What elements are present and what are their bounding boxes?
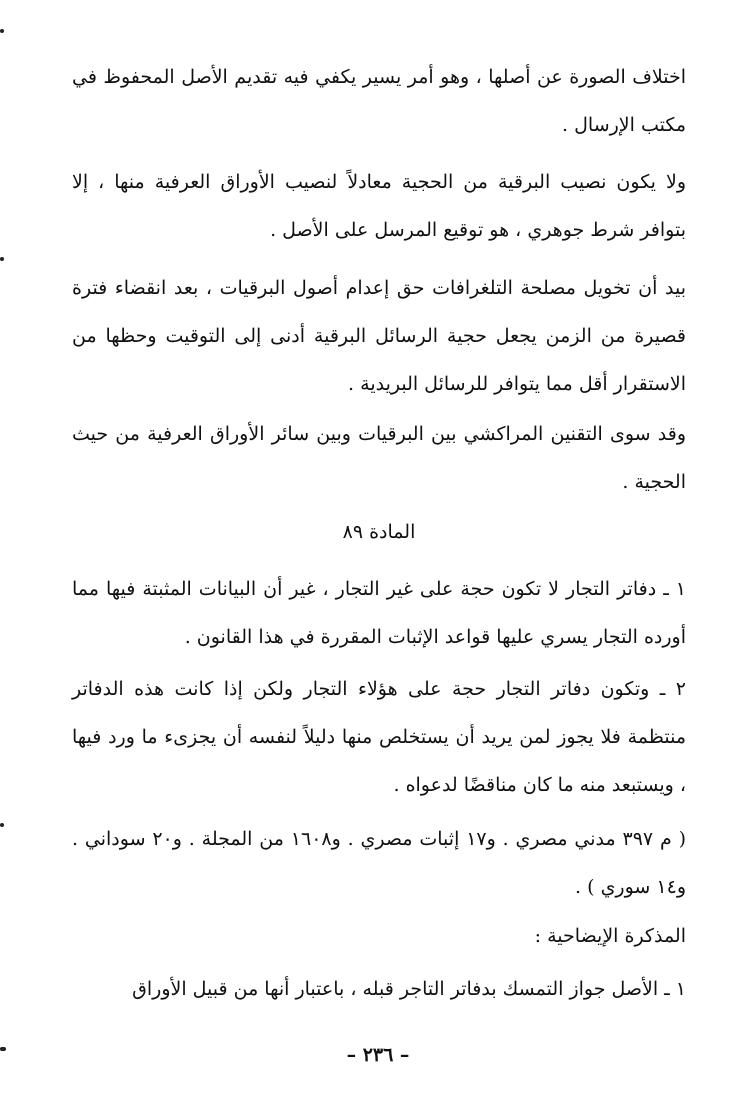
- paragraph-telegram-signature: ولا يكون نصيب البرقية من الحجية معادلاً لنصيب الأوراق العرفية منها ، إلا بتوافر شرط جوهري ، هو توقيع المرسل على الأصل .: [72, 171, 686, 241]
- article-clause-2: ٢ ـ وتكون دفاتر التجار حجة على هؤلاء التجار ولكن إذا كانت هذه الدفاتر منتظمة فلا يجوز لمن يريد أن يستخلص منها دليلاً لنفسه أن يجزىء ما ورد فيها ، ويستبعد منه ما كان مناقضًا لدعواه .: [72, 678, 686, 796]
- article-clause-1: ١ ـ دفاتر التجار لا تكون حجة على غير التجار ، غير أن البيانات المثبتة فيها مما أورده التجار يسري عليها قواعد الإثبات المقررة في هذا القانون .: [72, 578, 686, 648]
- paragraph-telegram-destruction: بيد أن تخويل مصلحة التلغرافات حق إعدام أصول البرقيات ، بعد انقضاء فترة قصيرة من الزمن يجعل حجية الرسائل البرقية أدنى إلى التوقيت وحظها من الاستقرار أقل مما يتوافر للرسائل البريدية .: [72, 277, 686, 395]
- margin-mark: [0, 823, 4, 827]
- explanatory-memo-clause-1: ١ ـ الأصل جواز التمسك بدفاتر التاجر قبله ، باعتبار أنها من قبيل الأوراق: [132, 978, 686, 1000]
- margin-mark: [0, 29, 4, 33]
- paragraph-moroccan-code: وقد سوى التقنين المراكشي بين البرقيات وبين سائر الأوراق العرفية من حيث الحجية .: [72, 423, 686, 493]
- article-references: ( م ٣٩٧ مدني مصري . و١٧ إثبات مصري . و١٦٠٨ من المجلة . و٢٠ سوداني . و١٤ سوري ) .: [72, 828, 686, 898]
- explanatory-memo-heading: المذكرة الإيضاحية :: [534, 925, 686, 947]
- paragraph-continuation: اختلاف الصورة عن أصلها ، وهو أمر يسير يكفي فيه تقديم الأصل المحفوظ في مكتب الإرسال .: [72, 66, 686, 136]
- article-heading: المادة ٨٩: [342, 521, 416, 543]
- page-number: – ٢٣٦ –: [346, 1044, 410, 1066]
- margin-mark: [0, 257, 4, 261]
